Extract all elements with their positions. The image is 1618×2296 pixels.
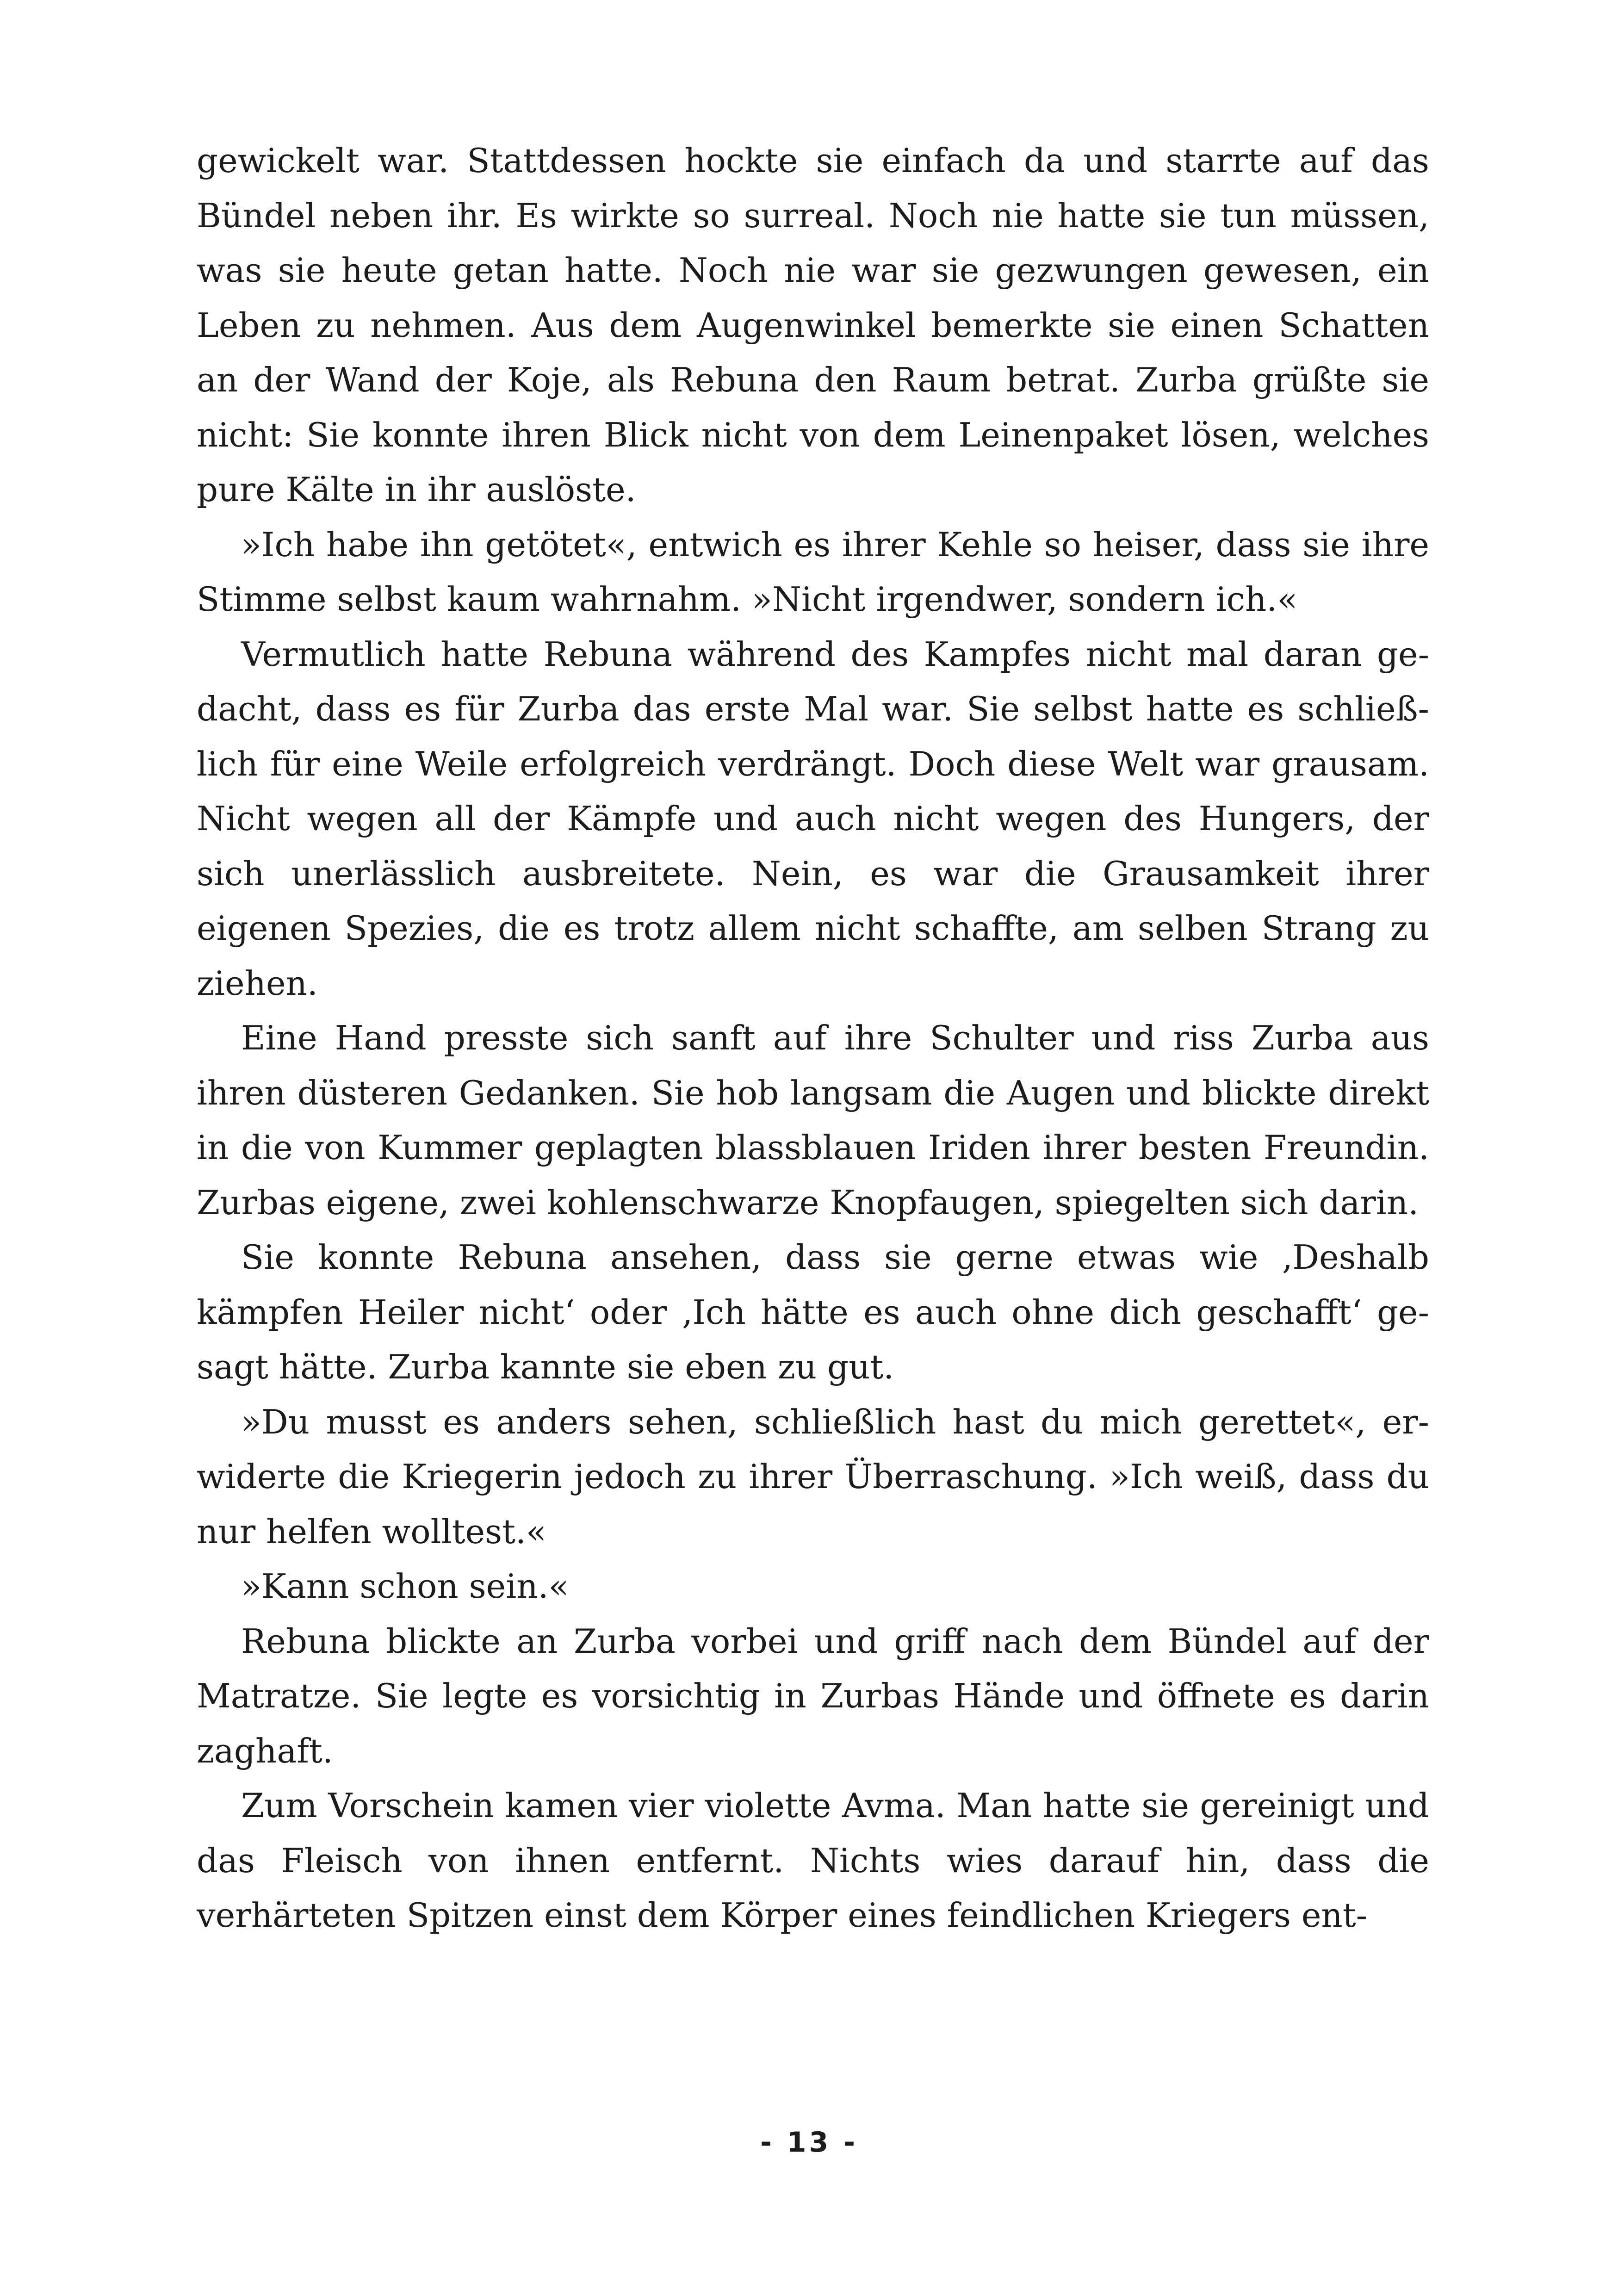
- body-text: [197, 133, 1429, 1943]
- paragraph-5: Sie konnte Rebuna ansehen, dass sie gerne etwas wie ‚Deshalb kämpfen Heiler nicht‘ oder ‚Ich hätte es auch ohne dich geschafft‘ gesagt hätte. Zurba kannte sie eben zu gut.: [197, 1238, 1429, 1386]
- paragraph-2: »Ich habe ihn getötet«, entwich es ihrer Kehle so heiser, dass sie ihre Stimme selbst kaum wahrnahm. »Nicht irgendwer, sondern ich.«: [197, 525, 1429, 619]
- paragraph-4: Eine Hand presste sich sanft auf ihre Schulter und riss Zurba aus ihren düsteren Gedanken. Sie hob langsam die Augen und blickte direkt in die von Kummer geplagten blassblauen Iriden ihrer besten Freundin. Zurbas eigene, zwei kohlenschwarze Knopfaugen, spiegelten sich darin.: [197, 1018, 1429, 1222]
- page-number: - 13 -: [760, 2126, 858, 2159]
- paragraph-9: Zum Vorschein kamen vier violette Avma. Man hatte sie gereinigt und das Fleisch von ihnen entfernt. Nichts wies darauf hin, dass die verhärteten Spitzen einst dem Körper eines feindlichen Kriegers ent-: [197, 1786, 1429, 1935]
- paragraph-3: Vermutlich hatte Rebuna während des Kampfes nicht mal daran gedacht, dass es für Zurba das erste Mal war. Sie selbst hatte es schließlich für eine Weile erfolgreich verdrängt. Doch diese Welt war grausam. Nicht wegen all der Kämpfe und auch nicht wegen des Hungers, der sich unerlässlich ausbreitete. Nein, es war die Grausamkeit ihrer eigenen Spezies, die es trotz allem nicht schaffte, am selben Strang zu ziehen.: [197, 634, 1429, 1003]
- paragraph-7: »Kann schon sein.«: [241, 1567, 569, 1606]
- paragraph-6: »Du musst es anders sehen, schließlich hast du mich gerettet«, erwiderte die Kriegerin jedoch zu ihrer Überraschung. »Ich weiß, dass du nur helfen wolltest.«: [197, 1402, 1429, 1551]
- paragraph-8: Rebuna blickte an Zurba vorbei und griff nach dem Bündel auf der Matratze. Sie legte es vorsichtig in Zurbas Hände und öffnete es darin zaghaft.: [197, 1621, 1429, 1770]
- paragraph-1: gewickelt war. Stattdessen hockte sie einfach da und starrte auf das Bündel neben ihr. Es wirkte so surreal. Noch nie hatte sie tun müssen, was sie heute getan hatte. Noch nie war sie gezwungen gewesen, ein Leben zu nehmen. Aus dem Augenwinkel bemerkte sie einen Schatten an der Wand der Koje, als Rebuna den Raum betrat. Zurba grüßte sie nicht: Sie konnte ihren Blick nicht von dem Leinenpaket lösen, welches pure Kälte in ihr auslöste.: [197, 141, 1429, 509]
